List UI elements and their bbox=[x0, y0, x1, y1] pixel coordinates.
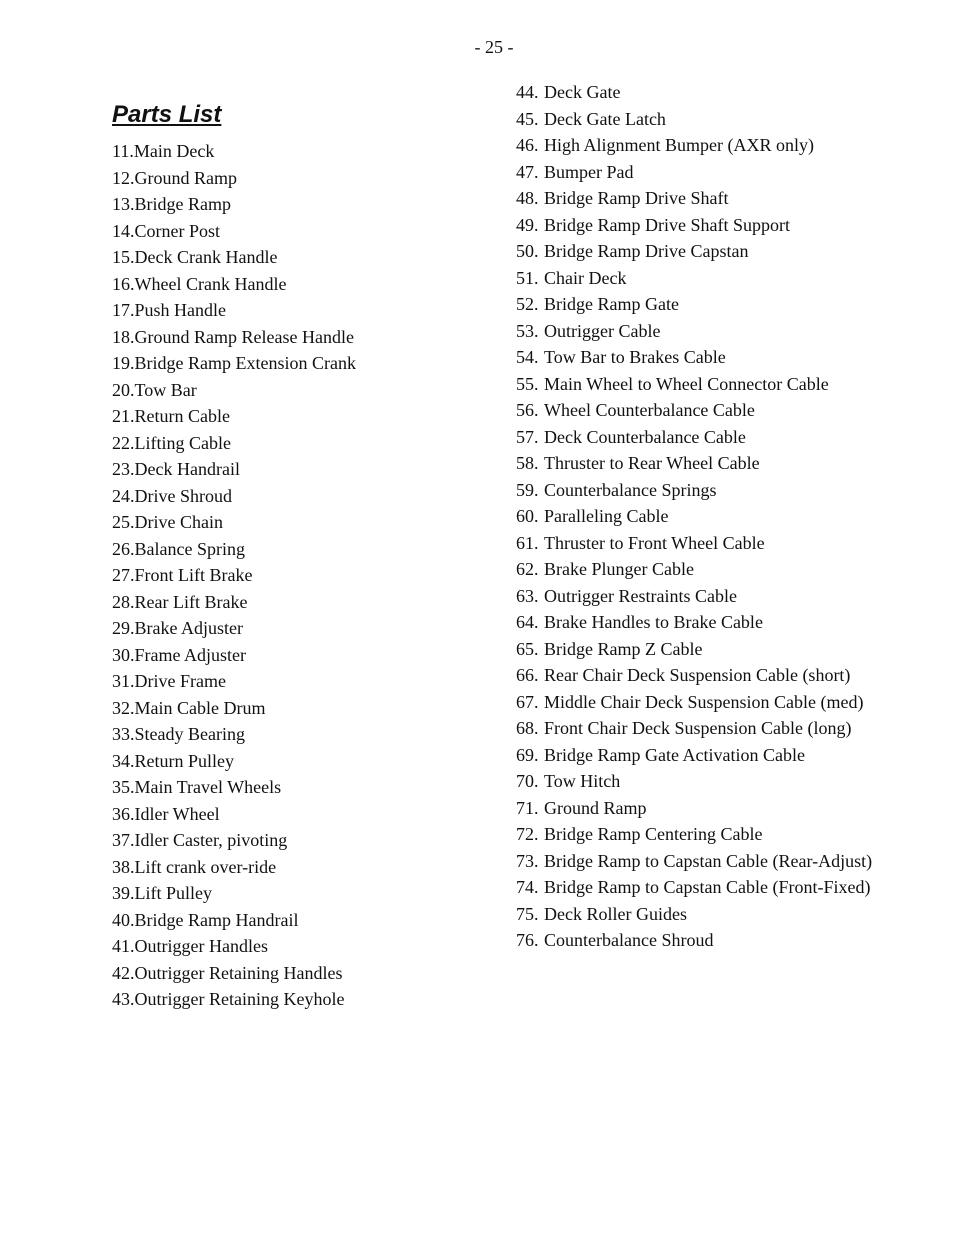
part-number: 61. bbox=[516, 532, 539, 553]
part-name: Outrigger Handles bbox=[134, 936, 268, 956]
part-name: Tow Bar bbox=[134, 379, 197, 400]
part-number: 75. bbox=[516, 903, 539, 924]
part-name: Main Cable Drum bbox=[134, 697, 266, 718]
part-name: Bridge Ramp Drive Capstan bbox=[544, 241, 749, 261]
part-number: 22. bbox=[112, 432, 135, 453]
part-name: Return Pulley bbox=[134, 750, 234, 771]
part-number: 64. bbox=[516, 612, 539, 632]
part-number: 20. bbox=[112, 379, 135, 400]
parts-list-item bbox=[516, 132, 872, 159]
part-name: Drive Shroud bbox=[134, 485, 232, 506]
part-number: 26. bbox=[112, 538, 135, 559]
part-name: Main Deck bbox=[133, 141, 215, 161]
part-number: 72. bbox=[516, 824, 539, 844]
part-name: Front Chair Deck Suspension Cable (long) bbox=[544, 718, 852, 738]
parts-list-item bbox=[516, 530, 872, 557]
part-name: Deck Counterbalance Cable bbox=[544, 426, 746, 447]
part-number: 15. bbox=[112, 247, 135, 267]
part-number: 23. bbox=[112, 459, 135, 479]
part-name: Outrigger Restraints Cable bbox=[544, 585, 737, 606]
parts-list-item bbox=[112, 350, 356, 377]
part-name: Push Handle bbox=[134, 300, 226, 320]
parts-list-item bbox=[112, 801, 356, 828]
part-number: 21. bbox=[112, 406, 135, 426]
part-number: 70. bbox=[516, 771, 539, 791]
part-name: Bridge Ramp Drive Shaft Support bbox=[544, 214, 790, 235]
part-number: 33. bbox=[112, 724, 135, 744]
part-number: 67. bbox=[516, 691, 539, 712]
parts-list-item bbox=[112, 774, 356, 801]
part-name: Drive Chain bbox=[134, 512, 223, 532]
part-number: 19. bbox=[112, 353, 135, 373]
parts-list-item bbox=[516, 715, 872, 742]
parts-list-item bbox=[112, 483, 356, 510]
part-name: Thruster to Front Wheel Cable bbox=[544, 532, 765, 553]
parts-list-item bbox=[516, 768, 872, 795]
part-number: 73. bbox=[516, 850, 539, 871]
parts-list-item bbox=[516, 503, 872, 530]
part-number: 31. bbox=[112, 671, 135, 691]
part-number: 65. bbox=[516, 638, 539, 659]
parts-list-item bbox=[112, 695, 356, 722]
part-number: 76. bbox=[516, 930, 539, 950]
parts-list-item bbox=[516, 106, 872, 133]
parts-list-item bbox=[516, 371, 872, 398]
parts-list-item bbox=[112, 933, 356, 960]
parts-list-left-column bbox=[112, 138, 356, 1013]
parts-list-item bbox=[516, 662, 872, 689]
part-number: 32. bbox=[112, 697, 135, 718]
parts-list-item bbox=[112, 218, 356, 245]
parts-list-item bbox=[516, 874, 872, 901]
part-name: High Alignment Bumper (AXR only) bbox=[544, 135, 814, 155]
part-name: Outrigger Retaining Keyhole bbox=[134, 989, 345, 1009]
part-name: Bridge Ramp to Capstan Cable (Front-Fixed) bbox=[544, 877, 871, 897]
part-number: 74. bbox=[516, 877, 539, 897]
parts-list-item bbox=[112, 403, 356, 430]
parts-list-item bbox=[516, 238, 872, 265]
part-name: Bridge Ramp bbox=[134, 194, 231, 214]
part-number: 53. bbox=[516, 320, 539, 341]
parts-list-item bbox=[112, 456, 356, 483]
part-number: 45. bbox=[516, 108, 539, 129]
part-number: 43. bbox=[112, 989, 135, 1009]
part-number: 68. bbox=[516, 718, 539, 738]
part-number: 50. bbox=[516, 241, 539, 261]
part-number: 17. bbox=[112, 300, 135, 320]
part-number: 14. bbox=[112, 220, 135, 241]
part-number: 46. bbox=[516, 135, 539, 155]
part-name: Deck Roller Guides bbox=[544, 903, 687, 924]
part-number: 47. bbox=[516, 161, 539, 182]
part-name: Brake Plunger Cable bbox=[544, 559, 694, 579]
part-name: Lift crank over-ride bbox=[134, 856, 277, 877]
part-number: 30. bbox=[112, 644, 135, 665]
part-name: Bridge Ramp Handrail bbox=[134, 909, 299, 930]
part-number: 37. bbox=[112, 830, 135, 850]
part-number: 48. bbox=[516, 188, 539, 208]
part-name: Wheel Counterbalance Cable bbox=[544, 400, 755, 420]
part-number: 39. bbox=[112, 883, 135, 903]
part-name: Return Cable bbox=[134, 406, 230, 426]
part-number: 12. bbox=[112, 167, 135, 188]
part-name: Bridge Ramp to Capstan Cable (Rear-Adjust) bbox=[544, 850, 873, 871]
parts-list-item bbox=[516, 424, 872, 451]
part-number: 36. bbox=[112, 803, 135, 824]
part-name: Outrigger Retaining Handles bbox=[134, 962, 343, 983]
part-name: Thruster to Rear Wheel Cable bbox=[544, 453, 760, 473]
part-name: Bridge Ramp Drive Shaft bbox=[544, 188, 729, 208]
parts-list-item bbox=[516, 689, 872, 716]
parts-list-item bbox=[112, 165, 356, 192]
part-name: Rear Chair Deck Suspension Cable (short) bbox=[544, 665, 851, 685]
parts-list-item bbox=[516, 265, 872, 292]
part-number: 58. bbox=[516, 453, 539, 473]
part-name: Main Wheel to Wheel Connector Cable bbox=[544, 373, 829, 394]
part-name: Counterbalance Springs bbox=[544, 479, 717, 500]
part-number: 54. bbox=[516, 347, 539, 367]
parts-list-item bbox=[516, 636, 872, 663]
part-name: Tow Hitch bbox=[544, 771, 621, 791]
parts-list-item bbox=[112, 377, 356, 404]
parts-list-item bbox=[112, 297, 356, 324]
parts-list-item bbox=[112, 536, 356, 563]
part-number: 66. bbox=[516, 665, 539, 685]
parts-list-item bbox=[516, 609, 872, 636]
part-name: Bumper Pad bbox=[544, 161, 634, 182]
part-number: 16. bbox=[112, 273, 135, 294]
part-number: 60. bbox=[516, 506, 539, 526]
part-name: Deck Crank Handle bbox=[134, 247, 278, 267]
part-number: 29. bbox=[112, 618, 135, 638]
parts-list-item bbox=[112, 880, 356, 907]
parts-list-item bbox=[516, 344, 872, 371]
part-name: Deck Gate Latch bbox=[544, 108, 666, 129]
part-number: 18. bbox=[112, 326, 135, 347]
parts-list-item bbox=[516, 397, 872, 424]
part-number: 24. bbox=[112, 485, 135, 506]
part-name: Bridge Ramp Z Cable bbox=[544, 638, 703, 659]
parts-list-item bbox=[516, 795, 872, 822]
part-name: Ground Ramp bbox=[544, 797, 647, 818]
part-name: Deck Gate bbox=[544, 82, 621, 102]
parts-list-item bbox=[516, 318, 872, 345]
parts-list-item bbox=[516, 212, 872, 239]
parts-list-item bbox=[112, 509, 356, 536]
part-number: 13. bbox=[112, 194, 135, 214]
parts-list-item bbox=[516, 291, 872, 318]
part-number: 35. bbox=[112, 777, 135, 797]
parts-list-item bbox=[112, 191, 356, 218]
part-name: Tow Bar to Brakes Cable bbox=[544, 347, 726, 367]
part-name: Brake Handles to Brake Cable bbox=[544, 612, 763, 632]
part-name: Ground Ramp Release Handle bbox=[134, 326, 354, 347]
parts-list-item bbox=[516, 450, 872, 477]
part-name: Lifting Cable bbox=[134, 432, 231, 453]
part-name: Balance Spring bbox=[134, 538, 245, 559]
part-name: Main Travel Wheels bbox=[134, 777, 282, 797]
parts-list-item bbox=[112, 430, 356, 457]
part-number: 62. bbox=[516, 559, 539, 579]
part-name: Front Lift Brake bbox=[134, 565, 253, 585]
parts-list-item bbox=[516, 477, 872, 504]
part-name: Rear Lift Brake bbox=[134, 591, 248, 612]
part-number: 44. bbox=[516, 82, 539, 102]
parts-list-item bbox=[112, 960, 356, 987]
parts-list-item bbox=[112, 562, 356, 589]
parts-list-item bbox=[112, 721, 356, 748]
part-name: Idler Caster, pivoting bbox=[134, 830, 288, 850]
parts-list-item bbox=[516, 848, 872, 875]
part-number: 42. bbox=[112, 962, 135, 983]
part-name: Lift Pulley bbox=[134, 883, 212, 903]
parts-list-item bbox=[516, 159, 872, 186]
page-number: - 25 - bbox=[474, 37, 514, 57]
parts-list-item bbox=[112, 138, 356, 165]
parts-list-item bbox=[516, 927, 872, 954]
part-number: 40. bbox=[112, 909, 135, 930]
part-number: 41. bbox=[112, 936, 135, 956]
parts-list-item bbox=[516, 821, 872, 848]
part-number: 55. bbox=[516, 373, 539, 394]
part-number: 63. bbox=[516, 585, 539, 606]
parts-list-item bbox=[112, 827, 356, 854]
part-name: Steady Bearing bbox=[134, 724, 245, 744]
parts-list-item bbox=[516, 556, 872, 583]
part-number: 38. bbox=[112, 856, 135, 877]
part-name: Middle Chair Deck Suspension Cable (med) bbox=[544, 691, 864, 712]
part-number: 69. bbox=[516, 744, 539, 765]
part-name: Bridge Ramp Gate Activation Cable bbox=[544, 744, 805, 765]
part-name: Frame Adjuster bbox=[134, 644, 246, 665]
part-number: 11. bbox=[112, 141, 134, 161]
part-name: Bridge Ramp Extension Crank bbox=[134, 353, 356, 373]
parts-list-item bbox=[112, 244, 356, 271]
part-number: 71. bbox=[516, 797, 539, 818]
part-number: 25. bbox=[112, 512, 135, 532]
part-name: Deck Handrail bbox=[134, 459, 240, 479]
part-number: 28. bbox=[112, 591, 135, 612]
part-number: 52. bbox=[516, 294, 539, 314]
part-number: 27. bbox=[112, 565, 135, 585]
parts-list-item bbox=[112, 271, 356, 298]
parts-list-item bbox=[516, 901, 872, 928]
parts-list-item bbox=[112, 854, 356, 881]
part-number: 56. bbox=[516, 400, 539, 420]
parts-list-item bbox=[112, 324, 356, 351]
part-name: Bridge Ramp Centering Cable bbox=[544, 824, 763, 844]
part-name: Drive Frame bbox=[134, 671, 226, 691]
part-name: Corner Post bbox=[134, 220, 220, 241]
part-name: Counterbalance Shroud bbox=[544, 930, 714, 950]
parts-list-right-column bbox=[516, 79, 872, 954]
part-number: 49. bbox=[516, 214, 539, 235]
parts-list-item bbox=[516, 185, 872, 212]
parts-list-item bbox=[112, 668, 356, 695]
part-number: 57. bbox=[516, 426, 539, 447]
part-name: Outrigger Cable bbox=[544, 320, 661, 341]
part-number: 59. bbox=[516, 479, 539, 500]
part-name: Brake Adjuster bbox=[134, 618, 243, 638]
part-number: 51. bbox=[516, 267, 539, 288]
page-title: Parts List bbox=[112, 101, 222, 128]
part-name: Paralleling Cable bbox=[544, 506, 669, 526]
parts-list-item bbox=[516, 583, 872, 610]
part-name: Wheel Crank Handle bbox=[134, 273, 287, 294]
parts-list-item bbox=[112, 589, 356, 616]
parts-list-item bbox=[112, 615, 356, 642]
part-name: Chair Deck bbox=[544, 267, 627, 288]
parts-list-item bbox=[516, 79, 872, 106]
part-name: Ground Ramp bbox=[134, 167, 237, 188]
parts-list-item bbox=[112, 986, 356, 1013]
parts-list-item bbox=[516, 742, 872, 769]
part-name: Bridge Ramp Gate bbox=[544, 294, 679, 314]
parts-list-item bbox=[112, 748, 356, 775]
part-number: 34. bbox=[112, 750, 135, 771]
part-name: Idler Wheel bbox=[134, 803, 220, 824]
parts-list-item bbox=[112, 907, 356, 934]
parts-list-item bbox=[112, 642, 356, 669]
